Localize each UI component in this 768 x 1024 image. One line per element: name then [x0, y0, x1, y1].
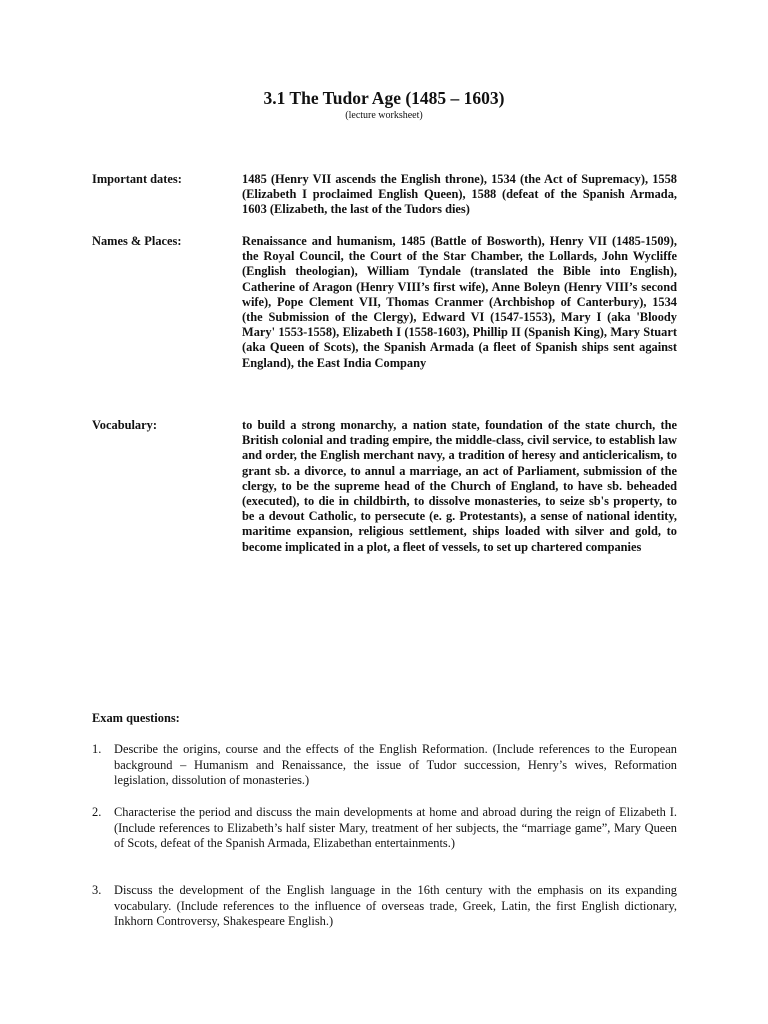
question-text: Characterise the period and discuss the main developments at home and abroad during the reign of Elizabeth I. (Include references to Elizabeth’s half sister Mary, treatment of her subjects, the “marriage game”, Mary Queen of Scots, defeat of the Spanish Armada, Elizabethan entertainments.)	[114, 805, 677, 851]
exam-questions-heading: Exam questions:	[92, 711, 180, 725]
question-number: 3.	[92, 883, 102, 897]
vocabulary-content: to build a strong monarchy, a nation state, foundation of the state church, the British colonial and trading empire, the middle-class, civil service, to establish law and order, the English merchant navy, a tradition of heresy and anticlericalism, to grant sb. a divorce, to annul a marriage, an act of Parliament, submission of the clergy, to be the supreme head of the Church of England, to have sb. beheaded (executed), to die in childbirth, to dissolve monasteries, to seize sb's property, to be a devout Catholic, to persecute (e. g. Protestants), a sense of national identity, maritime expansion, religious settlement, ships loaded with silver and gold, to become implicated in a plot, a fleet of vessels, to set up chartered companies	[242, 418, 677, 554]
important-dates-label: Important dates:	[92, 172, 182, 186]
names-places-content: Renaissance and humanism, 1485 (Battle of Bosworth), Henry VII (1485-1509), the Royal Council, the Court of the Star Chamber, the Lollards, John Wycliffe (English theologian), William Tyndale (translated the Bible into English), Catherine of Aragon (Henry VIII’s first wife), Anne Boleyn (Henry VIII’s second wife), Pope Clement VII, Thomas Cranmer (Archbishop of Canterbury), 1534 (the Submission of the Clergy), Edward VI (1547-1553), Mary I (aka 'Bloody Mary' 1553-1558), Elizabeth I (1558-1603), Phillip II (Spanish King), Mary Stuart (aka Queen of Scots), the Spanish Armada (a fleet of Spanish ships sent against England), the East India Company	[242, 234, 677, 370]
question-text: Discuss the development of the English language in the 16th century with the emphasis on its expanding vocabulary. (Include references to the influence of overseas trade, Greek, Latin, the first English dictionary, Inkhorn Controversy, Shakespeare English.)	[114, 883, 677, 929]
page-subtitle: (lecture worksheet)	[345, 110, 423, 121]
page-title: 3.1 The Tudor Age (1485 – 1603)	[263, 88, 505, 108]
important-dates-content: 1485 (Henry VII ascends the English throne), 1534 (the Act of Supremacy), 1558 (Elizabeth I proclaimed English Queen), 1588 (defeat of the Spanish Armada, 1603 (Elizabeth, the last of the Tudors dies)	[242, 172, 677, 217]
question-number: 1.	[92, 742, 102, 756]
vocabulary-label: Vocabulary:	[92, 418, 157, 432]
question-text: Describe the origins, course and the effects of the English Reformation. (Include references to the European background – Humanism and Renaissance, the issue of Tudor succession, Henry’s wives, Reformation legislation, dissolution of monasteries.)	[114, 742, 677, 788]
names-places-label: Names & Places:	[92, 234, 182, 248]
question-number: 2.	[92, 805, 102, 819]
